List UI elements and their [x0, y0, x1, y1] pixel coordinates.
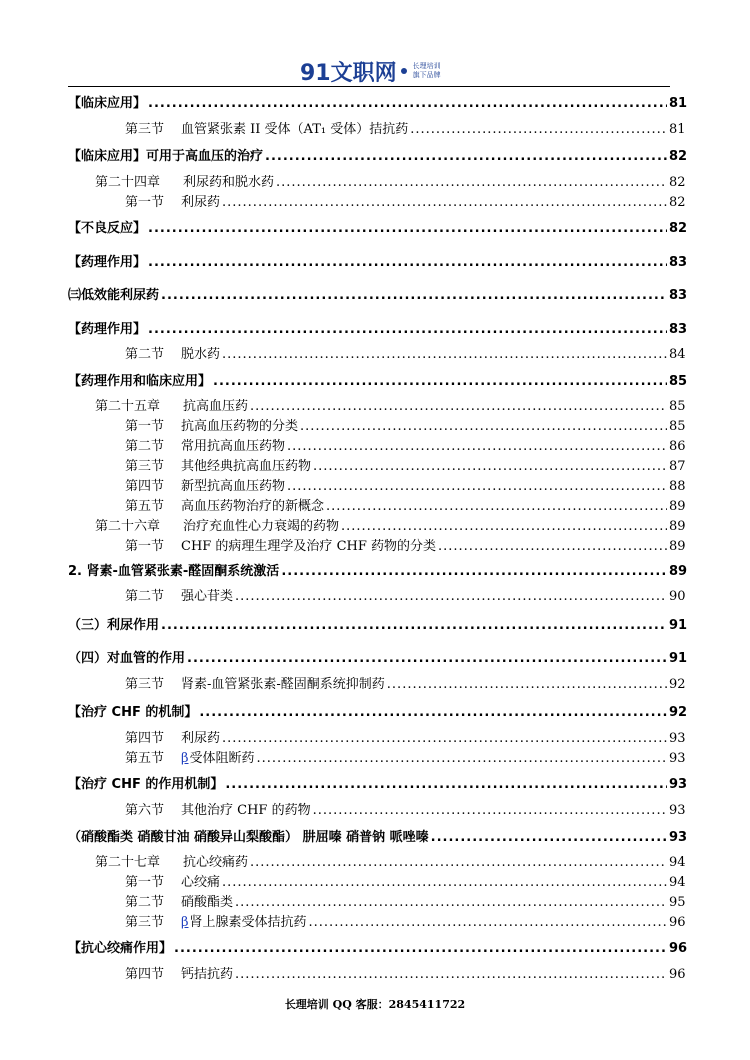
toc-section-entry[interactable]	[125, 727, 685, 746]
toc-page-number: 93	[669, 777, 688, 792]
toc-page-number: 86	[669, 439, 686, 454]
toc-entry-title-text: 心绞痛	[181, 875, 221, 890]
toc-page-number: 82	[669, 149, 688, 164]
toc-entry-number: 第一节	[125, 875, 165, 890]
toc-entry-title	[181, 415, 298, 434]
toc-dot-leader	[235, 967, 667, 982]
toc-section-entry[interactable]	[125, 585, 685, 604]
toc-dot-leader	[187, 651, 667, 666]
page-header	[0, 50, 750, 90]
toc-entry-title-text: （四）对血管的作用	[68, 651, 186, 666]
toc-page-number: 90	[669, 589, 686, 604]
toc-entry-title	[68, 370, 211, 389]
toc-heading-entry[interactable]	[68, 318, 688, 337]
toc-dot-leader	[148, 322, 667, 337]
toc-entry-title	[183, 851, 248, 870]
toc-page-number: 85	[669, 399, 686, 414]
toc-dot-leader	[431, 830, 667, 845]
toc-dot-leader	[222, 195, 667, 210]
page-footer: 长理培训 QQ 客服：2845411722	[284, 998, 466, 1011]
toc-entry-title	[68, 318, 146, 337]
toc-section-entry[interactable]	[125, 535, 685, 554]
toc-entry-number: 第五节	[125, 499, 165, 514]
toc-entry-title-text: 受体阻断药	[189, 751, 255, 766]
toc-dot-leader	[410, 122, 667, 137]
toc-entry-title-text: 肾素-血管紧张素-醛固酮系统抑制药	[181, 677, 385, 692]
toc-entry-number: 第二节	[125, 589, 165, 604]
toc-entry-title	[181, 727, 220, 746]
toc-entry-title-text: （硝酸酯类 硝酸甘油 硝酸异山梨酸酯） 肼屈嗪 硝普钠 哌唑嗪	[68, 830, 429, 845]
toc-entry-title-text: 【药理作用】	[68, 255, 147, 270]
toc-entry-number: 第二节	[125, 347, 165, 362]
toc-entry-title-text: 治疗充血性心力衰竭的药物	[183, 519, 340, 534]
toc-dot-leader	[225, 777, 667, 792]
toc-dot-leader	[235, 895, 667, 910]
toc-section-entry[interactable]	[125, 911, 685, 930]
toc-entry-title	[181, 963, 233, 982]
logo-tagline-line2: 旗下品牌	[412, 71, 441, 79]
toc-dot-leader	[300, 419, 667, 434]
toc-dot-leader	[326, 499, 667, 514]
toc-entry-title	[181, 343, 220, 362]
toc-heading-entry[interactable]	[68, 284, 688, 303]
toc-entry-title	[181, 191, 220, 210]
toc-section-entry[interactable]	[125, 495, 685, 514]
logo-title: 91文职网	[300, 60, 397, 86]
toc-section-entry[interactable]	[125, 673, 685, 692]
toc-entry-title	[181, 585, 233, 604]
brand-logo	[300, 56, 441, 86]
toc-entry-title	[68, 217, 146, 236]
toc-section-entry[interactable]	[95, 851, 685, 870]
toc-page-number: 89	[669, 499, 686, 514]
toc-entry-title-text: 【药理作用和临床应用】	[68, 374, 212, 389]
toc-page-number: 93	[669, 751, 686, 766]
toc-dot-leader	[281, 564, 667, 579]
toc-dot-leader	[313, 459, 667, 474]
toc-heading-entry[interactable]	[68, 647, 688, 666]
toc-page-number: 96	[669, 967, 686, 982]
toc-entry-title-text: （三）利尿作用	[68, 618, 160, 633]
toc-entry-title-text: 【临床应用】可用于高血压的治疗	[68, 149, 264, 164]
toc-section-entry[interactable]	[125, 455, 685, 474]
toc-entry-title-text: 【临床应用】	[68, 96, 147, 111]
toc-page-number: 93	[669, 803, 686, 818]
toc-section-entry[interactable]	[125, 475, 685, 494]
toc-dot-leader	[148, 96, 667, 111]
toc-entry-title	[181, 455, 311, 474]
toc-dot-leader	[265, 149, 667, 164]
toc-entry-title	[181, 871, 220, 890]
toc-dot-leader	[148, 255, 667, 270]
toc-entry-number: 第二十四章	[95, 175, 161, 190]
toc-entry-title	[68, 560, 279, 579]
toc-entry-title-text: 【抗心绞痛作用】	[68, 941, 173, 956]
toc-heading-entry[interactable]	[68, 145, 688, 164]
toc-heading-entry[interactable]	[68, 937, 688, 956]
toc-dot-leader	[213, 374, 667, 389]
toc-section-entry[interactable]	[95, 515, 685, 534]
toc-entry-title	[181, 435, 285, 454]
toc-entry-title-text: 【不良反应】	[68, 221, 147, 236]
toc-dot-leader	[161, 618, 667, 633]
toc-page-number: 96	[669, 941, 688, 956]
toc-entry-title-text: 强心苷类	[181, 589, 234, 604]
toc-dot-leader	[199, 705, 667, 720]
toc-entry-title-text: 利尿药	[181, 731, 221, 746]
toc-dot-leader	[222, 347, 667, 362]
toc-section-entry[interactable]	[125, 415, 685, 434]
toc-entry-title-text: 硝酸酯类	[181, 895, 234, 910]
toc-dot-leader	[341, 519, 667, 534]
toc-entry-number: 第二节	[125, 895, 165, 910]
toc-dot-leader	[250, 399, 667, 414]
toc-heading-entry[interactable]	[68, 92, 688, 111]
toc-entry-title	[183, 395, 248, 414]
toc-entry-number: 第五节	[125, 751, 165, 766]
toc-entry-title	[183, 171, 274, 190]
toc-heading-entry[interactable]	[68, 826, 688, 845]
toc-entry-title-text: 抗高血压药	[183, 399, 249, 414]
toc-page-number: 91	[669, 618, 688, 633]
toc-entry-title	[68, 614, 159, 633]
toc-entry-title	[181, 495, 324, 514]
toc-page-number: 92	[669, 705, 688, 720]
toc-page-number: 96	[669, 915, 686, 930]
toc-entry-title-text: CHF 的病理生理学及治疗 CHF 药物的分类	[181, 539, 437, 554]
logo-tagline	[413, 62, 441, 80]
toc-page-number: 81	[669, 122, 686, 137]
toc-page-number: 82	[669, 195, 686, 210]
toc-page-number: 85	[669, 419, 686, 434]
toc-page-number: 89	[669, 539, 686, 554]
toc-page-number: 84	[669, 347, 686, 362]
toc-section-entry[interactable]	[125, 118, 685, 137]
toc-entry-title-text: 常用抗高血压药物	[181, 439, 286, 454]
toc-page-number: 88	[669, 479, 686, 494]
toc-entry-title	[181, 673, 385, 692]
toc-page-number: 93	[669, 731, 686, 746]
toc-page-number: 83	[669, 255, 688, 270]
toc-heading-entry[interactable]	[68, 773, 688, 792]
toc-entry-title	[181, 891, 233, 910]
toc-entry-greek-link[interactable]: β	[181, 751, 189, 766]
toc-heading-entry[interactable]	[68, 217, 688, 236]
toc-section-entry[interactable]	[125, 891, 685, 910]
toc-dot-leader	[222, 731, 667, 746]
toc-dot-leader	[438, 539, 667, 554]
toc-entry-title	[181, 911, 307, 930]
toc-entry-title-text: 【治疗 CHF 的作用机制】	[68, 777, 224, 792]
toc-entry-number: 第三节	[125, 915, 165, 930]
toc-entry-number: 第六节	[125, 803, 165, 818]
toc-entry-number: 第一节	[125, 419, 165, 434]
toc-entry-title	[181, 799, 311, 818]
toc-entry-title	[68, 251, 146, 270]
toc-entry-title-text: 其他经典抗高血压药物	[181, 459, 312, 474]
toc-page-number: 91	[669, 651, 688, 666]
logo-dot-icon	[401, 68, 407, 74]
toc-section-entry[interactable]	[95, 395, 685, 414]
toc-entry-greek-link[interactable]: β	[181, 915, 189, 930]
toc-dot-leader	[235, 589, 667, 604]
toc-section-entry[interactable]	[95, 171, 685, 190]
toc-page-number: 82	[669, 175, 686, 190]
toc-entry-title-text: 高血压药物治疗的新概念	[181, 499, 325, 514]
toc-dot-leader	[309, 915, 667, 930]
toc-section-entry[interactable]	[125, 343, 685, 362]
toc-entry-title-text: 新型抗高血压药物	[181, 479, 286, 494]
toc-entry-number: 第二十五章	[95, 399, 161, 414]
toc-dot-leader	[287, 479, 667, 494]
toc-dot-leader	[387, 677, 667, 692]
toc-entry-title-text: 脱水药	[181, 347, 221, 362]
toc-entry-number: 第二节	[125, 439, 165, 454]
toc-dot-leader	[148, 221, 667, 236]
toc-entry-number: 第四节	[125, 479, 165, 494]
toc-entry-number: 第三节	[125, 122, 165, 137]
toc-page-number: 83	[669, 322, 688, 337]
toc-entry-title	[181, 475, 285, 494]
toc-heading-entry[interactable]	[68, 370, 688, 389]
toc-page-number: 85	[669, 374, 688, 389]
toc-page-number: 82	[669, 221, 688, 236]
toc-dot-leader	[250, 855, 667, 870]
toc-heading-entry[interactable]	[68, 701, 688, 720]
toc-dot-leader	[174, 941, 667, 956]
toc-entry-title	[68, 284, 159, 303]
toc-section-entry[interactable]	[125, 963, 685, 982]
logo-tagline-line1: 长理培训	[412, 62, 441, 70]
toc-entry-title-text: 肾上腺素受体拮抗药	[189, 915, 307, 930]
toc-entry-title-text: 血管紧张素 II 受体（AT₁ 受体）拮抗药	[181, 122, 409, 137]
toc-dot-leader	[313, 803, 667, 818]
toc-heading-entry[interactable]	[68, 614, 688, 633]
toc-dot-leader	[222, 875, 667, 890]
toc-entry-title-text: 利尿药和脱水药	[183, 175, 275, 190]
toc-section-entry[interactable]	[125, 799, 685, 818]
toc-entry-number: 第三节	[125, 677, 165, 692]
toc-page-number: 94	[669, 875, 686, 890]
toc-entry-title	[68, 92, 146, 111]
toc-entry-title-text: 其他治疗 CHF 的药物	[181, 803, 311, 818]
toc-section-entry[interactable]	[125, 871, 685, 890]
toc-entry-number: 第一节	[125, 539, 165, 554]
toc-entry-number: 第一节	[125, 195, 165, 210]
toc-page-number: 95	[669, 895, 686, 910]
toc-entry-title	[181, 118, 408, 137]
toc-page-number: 89	[669, 564, 688, 579]
toc-page-number: 93	[669, 830, 688, 845]
toc-page-number: 81	[669, 96, 688, 111]
toc-section-entry[interactable]	[125, 747, 685, 766]
toc-entry-title	[181, 535, 436, 554]
toc-entry-title	[183, 515, 339, 534]
toc-entry-title-text: ㈢低效能利尿药	[68, 288, 160, 303]
toc-page-number: 94	[669, 855, 686, 870]
toc-entry-title-text: 【药理作用】	[68, 322, 147, 337]
toc-entry-title-text: 利尿药	[181, 195, 221, 210]
toc-dot-leader	[276, 175, 667, 190]
toc-entry-number: 第四节	[125, 967, 165, 982]
toc-heading-entry[interactable]	[68, 251, 688, 270]
toc-section-entry[interactable]	[125, 191, 685, 210]
header-divider	[68, 86, 670, 87]
toc-entry-title	[68, 647, 185, 666]
toc-entry-title	[68, 701, 197, 720]
toc-page-number: 83	[669, 288, 688, 303]
toc-entry-title-text: 【治疗 CHF 的机制】	[68, 705, 198, 720]
toc-heading-entry[interactable]	[68, 560, 688, 579]
toc-entry-title	[68, 773, 223, 792]
toc-entry-title-text: 2. 肾素-血管紧张素-醛固酮系统激活	[68, 564, 280, 579]
toc-page-number: 87	[669, 459, 686, 474]
toc-page-number: 92	[669, 677, 686, 692]
toc-entry-title-text: 抗高血压药物的分类	[181, 419, 299, 434]
toc-entry-title	[181, 747, 255, 766]
toc-entry-title	[68, 937, 172, 956]
toc-entry-title-text: 抗心绞痛药	[183, 855, 249, 870]
toc-dot-leader	[287, 439, 667, 454]
toc-entry-number: 第二十六章	[95, 519, 161, 534]
toc-entry-number: 第二十七章	[95, 855, 161, 870]
toc-section-entry[interactable]	[125, 435, 685, 454]
toc-entry-number: 第四节	[125, 731, 165, 746]
toc-entry-title-text: 钙拮抗药	[181, 967, 234, 982]
toc-entry-title	[68, 145, 263, 164]
toc-dot-leader	[257, 751, 667, 766]
toc-dot-leader	[161, 288, 667, 303]
toc-entry-title	[68, 826, 429, 845]
toc-page-number: 89	[669, 519, 686, 534]
toc-entry-number: 第三节	[125, 459, 165, 474]
